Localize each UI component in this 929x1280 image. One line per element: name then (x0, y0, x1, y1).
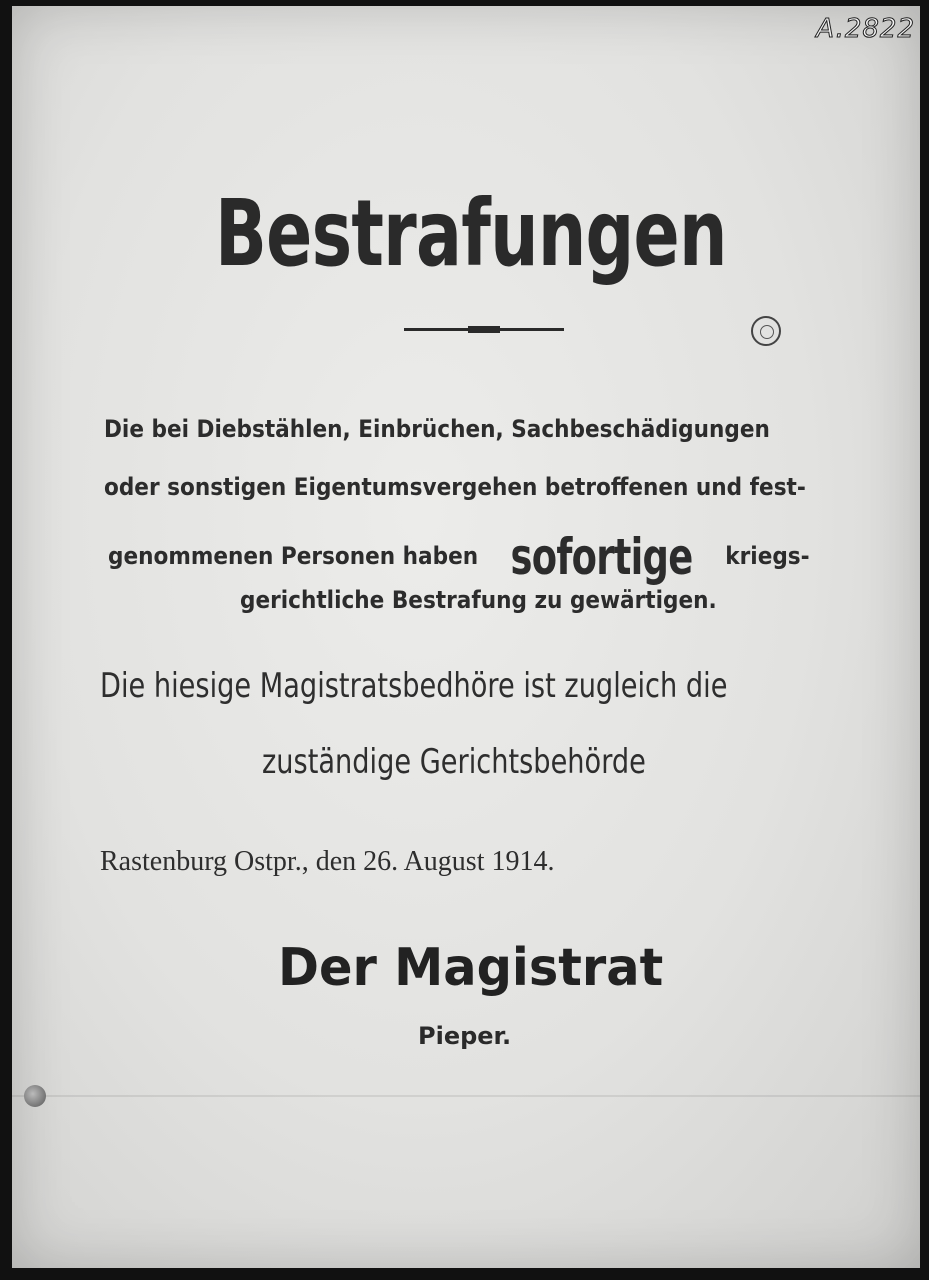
issuing-authority: Der Magistrat (278, 938, 664, 998)
place-and-date: Rastenburg Ostpr., den 26. August 1914. (100, 846, 555, 877)
notice-line-2: oder sonstigen Eigentumsvergehen betroffenen und fest- (104, 473, 806, 501)
emphasis-word: sofortige (510, 528, 693, 586)
pushpin-icon (24, 1085, 46, 1107)
title-divider-ornament (468, 326, 500, 333)
round-stamp-icon (751, 316, 781, 346)
notice-line-4: gerichtliche Bestrafung zu gewärtigen. (240, 586, 717, 614)
paper-fold (12, 1095, 920, 1097)
authority-line-2: zuständige Gerichtsbehörde (262, 742, 646, 782)
notice-line-3-start: genommenen Personen haben (108, 542, 479, 570)
notice-line-3-end: kriegs- (725, 542, 810, 570)
archive-reference-mark: A.2822 (816, 14, 915, 44)
signatory-name: Pieper. (418, 1022, 512, 1050)
authority-line-1: Die hiesige Magistratsbedhöre ist zugleich die (100, 666, 728, 706)
notice-line-1: Die bei Diebstählen, Einbrüchen, Sachbeschädigungen (104, 415, 770, 443)
poster-title: Bestrafungen (215, 180, 727, 287)
notice-line-3 (108, 528, 810, 586)
